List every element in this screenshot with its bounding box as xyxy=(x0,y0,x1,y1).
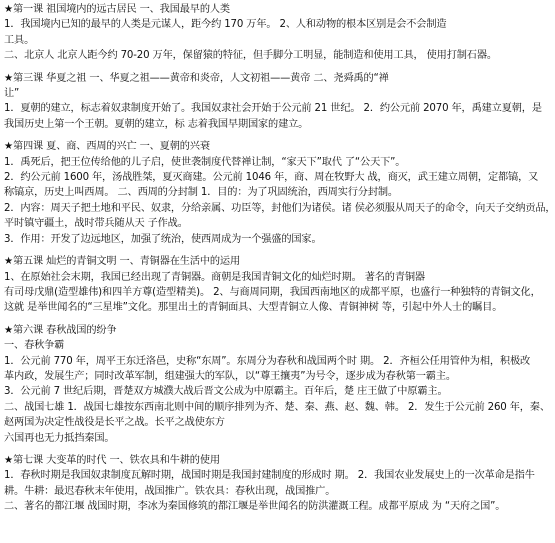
text-line: 我国历史上第一个王朝。夏朝的建立，标 志着我国早期国家的建立。 xyxy=(4,118,309,130)
lesson-3-heading: ★第三课 华夏之祖 一、华夏之祖——黄帝和炎帝，人文初祖——黄帝 二、尧舜禹的“禅 xyxy=(4,72,389,84)
text-line: 1．禹死后，把王位传给他的儿子启，使世袭制度代替禅让制，“家天下”取代 了“公天下”。 xyxy=(4,156,406,168)
lesson-7-heading: ★第七课 大变革的时代 一、铁农具和牛耕的使用 xyxy=(4,454,220,466)
text-line: 六国再也无力抵挡秦国。 xyxy=(4,432,115,444)
lesson-4-heading: ★第四课 夏、商、西周的兴亡 一、夏朝的兴衰 xyxy=(4,141,210,153)
section-gap xyxy=(4,64,493,71)
text-line: 让” xyxy=(4,88,20,100)
text-line: 革内政，发展生产；同时改革军制，组建强大的军队，以“尊王攘夷”为号令，逐步成为春秋第一霸主。 xyxy=(4,370,456,382)
text-line: 称镐京，历史上叫西周。 二、西周的分封制 1．目的：为了巩固统治，西周实行分封制。 xyxy=(4,187,398,199)
text-line: 这就 是举世闻名的“三星堆”文化。那里出土的青铜面具、大型青铜立人像、青铜神树 等，引起中外人士的瞩目。 xyxy=(4,302,503,314)
text-line: 有司母戊鼎(造型雄伟)和四羊方尊(造型精美)。 2、与商周同期，我国西南地区的成都平原，也盛行一种独特的青铜文化， xyxy=(4,286,541,298)
text-line: 3．公元前 7 世纪后期，晋楚双方城濮大战后晋文公成为中原霸主。百年后，楚 庄王做了中原霸主。 xyxy=(4,386,448,398)
lesson-1-heading: ★第一课 祖国境内的远古居民 一、我国最早的人类 xyxy=(4,4,230,15)
text-line: 2．内容：周天子把土地和平民、奴隶，分给亲属、功臣等，封他们为诸侯。诸 侯必须服从周天子的命令，向天子交纳贡品， xyxy=(4,202,555,214)
text-line: 工具。 xyxy=(4,34,35,46)
text-line: 平时镇守疆土，战时带兵随从天 子作战。 xyxy=(4,218,188,230)
section-gap xyxy=(4,247,493,254)
section-gap xyxy=(4,446,493,453)
lesson-6-heading: ★第六课 春秋战国的纷争 xyxy=(4,324,117,336)
text-line: 1、在原始社会末期，我国已经出现了青铜器。商朝是我国青铜文化的灿烂时期。 著名的青铜器 xyxy=(4,271,425,283)
text-line: 耕。牛耕：最迟春秋末年使用，战国推广。铁农具：春秋出现，战国推广。 xyxy=(4,485,336,497)
text-line: 3．作用：开发了边远地区，加强了统治，使西周成为一个强盛的国家。 xyxy=(4,233,322,245)
text-line: 1．春秋时期是我国奴隶制度瓦解时期，战国时期是我国封建制度的形成时 期。 2．我国农业发展史上的一次革命是指牛 xyxy=(4,470,535,482)
text-line: 1．公元前 770 年，周平王东迁洛邑，史称“东周”。东周分为春秋和战国两个时 期。 2．齐桓公任用管仲为相，积极改 xyxy=(4,355,531,367)
text-line: 2．约公元前 1600 年，汤战胜桀，夏灭商建。公元前 1046 年，商、周在牧野大 战，商灭，武王建立周朝，定都镐，又 xyxy=(4,172,539,184)
text-line: 二、北京人 北京人距今约 70-20 万年，保留猿的特征，但手脚分工明显，能制造和使用工具， 使用打制石器。 xyxy=(4,50,497,62)
lesson-5-heading: ★第五课 灿烂的青铜文明 一、青铜器在生活中的运用 xyxy=(4,256,240,268)
text-line: 赵两国为决定性战役是长平之战。长平之战使东方 xyxy=(4,417,225,429)
text-line: 二、著名的都江堰 战国时期，李冰为秦国修筑的都江堰是举世闻名的防洪灌溉工程。成都平原成 为 “天府之国”。 xyxy=(4,501,506,513)
section-gap xyxy=(4,316,493,323)
text-line: 1．我国境内已知的最早的人类是元谋人，距今约 170 万年。 2、人和动物的根本区别是会不会制造 xyxy=(4,19,447,31)
text-line: 一、春秋争霸 xyxy=(4,340,65,352)
text-line: 二、战国七雄 1．战国七雄按东西南北则中间的顺序排列为齐、楚、秦、燕、赵、魏、韩。 2．发生于公元前 260 年，秦、 xyxy=(4,401,550,413)
text-line: 1．夏朝的建立，标志着奴隶制度开始了。我国奴隶社会开始于公元前 21 世纪。 2．约公元前 2070 年，禹建立夏朝，是 xyxy=(4,103,542,115)
section-gap xyxy=(4,132,493,139)
